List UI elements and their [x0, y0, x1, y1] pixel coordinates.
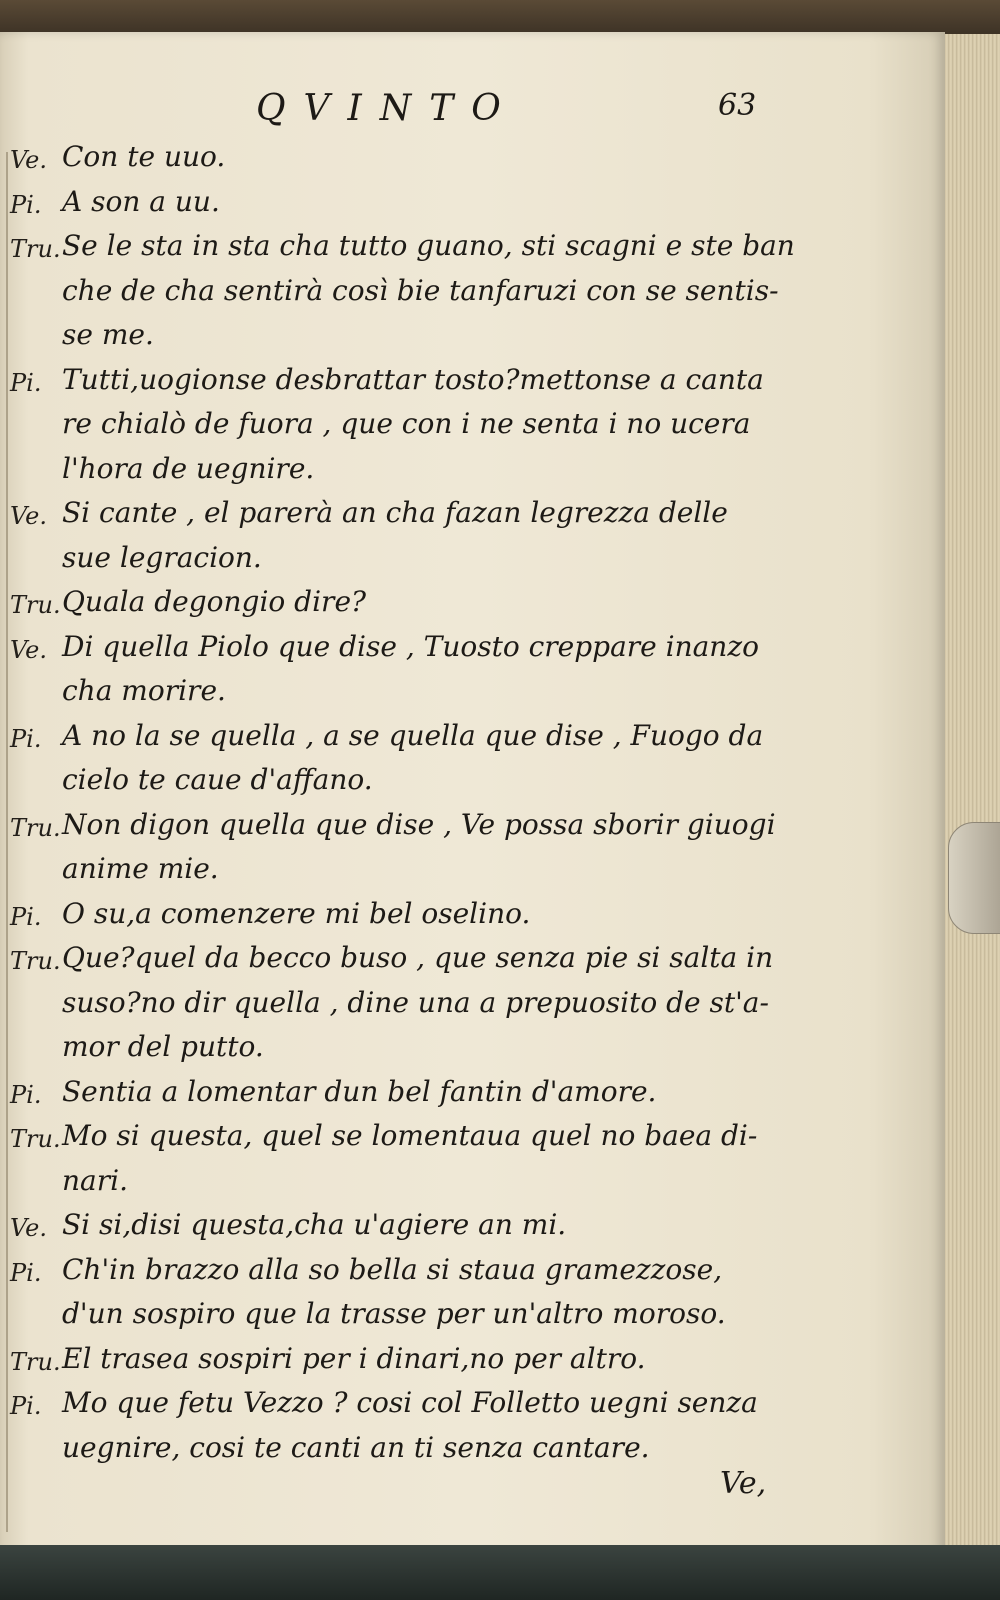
- speaker-label: Ve.: [10, 635, 47, 664]
- line-text: sue legracion.: [62, 540, 262, 574]
- book-bottom-edge: [0, 1545, 1000, 1600]
- line-text: cha morire.: [62, 674, 226, 707]
- line-text: re chialò de fuora , que con i ne senta i no ucera: [62, 407, 751, 440]
- line-text: nari.: [62, 1163, 128, 1197]
- speaker-label: Ve.: [10, 146, 47, 174]
- line-text: d'un sospiro que la trasse per un'altro moroso.: [62, 1297, 726, 1330]
- page-number: 63: [718, 88, 757, 123]
- catchword: Ve,: [720, 1466, 767, 1501]
- page-header: [0, 88, 945, 128]
- speaker-label: Pi.: [10, 368, 42, 397]
- line-text: anime mie.: [62, 852, 219, 885]
- line-text: Ch'in brazzo alla so bella si staua gramezzose,: [62, 1252, 723, 1286]
- running-head: QVINTO: [256, 88, 519, 129]
- line-text: Tutti,uogionse desbrattar tosto?mettonse a canta: [62, 362, 764, 396]
- speaker-label: Tru.: [10, 947, 61, 975]
- line-text: se me.: [62, 318, 154, 351]
- speaker-label: Tru.: [10, 813, 61, 842]
- line-text: Si cante , el parerà an cha fazan legrezza delle: [62, 496, 728, 529]
- line-text: Sentia a lomentar dun bel fantin d'amore.: [62, 1074, 657, 1108]
- line-text: l'hora de uegnire.: [62, 451, 315, 485]
- book-fore-edge: [945, 34, 1000, 1550]
- line-text: Non digon quella que dise , Ve possa sborir giuogi: [62, 807, 776, 841]
- speaker-label: Pi.: [10, 1392, 42, 1420]
- speaker-label: Tru.: [10, 235, 61, 263]
- line-text: che de cha sentirà così bie tanfaruzi con se sentis-: [62, 273, 779, 307]
- line-text: El trasea sospiri per i dinari,no per altro.: [62, 1341, 646, 1375]
- line-text: O su,a comenzere mi bel oselino.: [62, 896, 531, 930]
- speaker-label: Pi.: [10, 1080, 42, 1109]
- speaker-label: Tru.: [10, 591, 61, 619]
- speaker-label: Pi.: [10, 902, 42, 931]
- line-text: Mo que fetu Vezzo ? cosi col Folletto uegni senza: [62, 1386, 758, 1419]
- line-text: mor del putto.: [62, 1030, 264, 1063]
- speaker-label: Pi.: [10, 1258, 42, 1287]
- line-text: A no la se quella , a se quella que dise , Fuogo da: [62, 718, 764, 752]
- line-text: suso?no dir quella , dine una a prepuosito de st'a-: [62, 985, 769, 1019]
- speaker-label: Pi.: [10, 190, 42, 219]
- line-text: A son a uu.: [62, 184, 220, 218]
- line-text: Se le sta in sta cha tutto guano, sti scagni e ste ban: [62, 229, 795, 262]
- speaker-label: Ve.: [10, 1214, 47, 1242]
- book-clasp: [948, 822, 1000, 934]
- line-text: Que?quel da becco buso , que senza pie si salta in: [62, 941, 774, 974]
- speaker-label: Tru.: [10, 1347, 61, 1376]
- line-text: Si si,disi questa,cha u'agiere an mi.: [62, 1208, 567, 1241]
- speaker-label: Ve.: [10, 502, 47, 530]
- speaker-label: Tru.: [10, 1125, 61, 1153]
- line-text: uegnire, cosi te canti an ti senza cantare.: [62, 1430, 650, 1464]
- line-text: Di quella Piolo que dise , Tuosto creppare inanzo: [62, 629, 759, 663]
- line-text: Quala degongio dire?: [62, 585, 367, 618]
- text-line: [0, 1431, 945, 1483]
- line-text: cielo te caue d'affano.: [62, 763, 373, 796]
- speaker-label: Pi.: [10, 724, 42, 753]
- line-text: Con te uuo.: [62, 140, 226, 173]
- line-text: Mo si questa, quel se lomentaua quel no baea di-: [62, 1119, 758, 1152]
